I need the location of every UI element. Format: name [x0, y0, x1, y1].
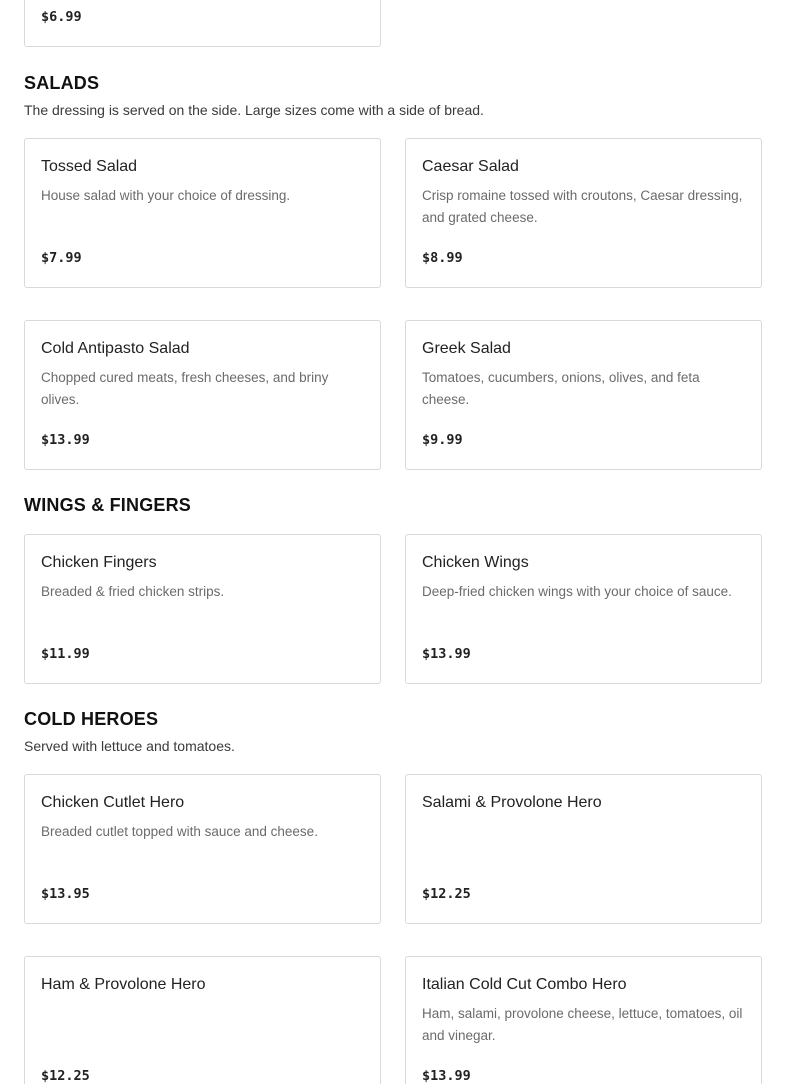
menu-item-card[interactable]	[24, 534, 381, 684]
item-description: Breaded cutlet topped with sauce and cheese.	[41, 824, 318, 839]
menu-item-card[interactable]	[24, 0, 381, 47]
item-price: $12.25	[41, 1068, 90, 1084]
item-description: Chopped cured meats, fresh cheeses, and briny olives.	[41, 370, 329, 407]
menu-item-card[interactable]	[24, 956, 381, 1084]
item-description: Breaded & fried chicken strips.	[41, 584, 225, 599]
menu-item-card[interactable]	[24, 320, 381, 470]
item-name: Chicken Fingers	[41, 554, 157, 571]
item-description: Tomatoes, cucumbers, onions, olives, and feta cheese.	[422, 370, 700, 407]
item-price: $9.99	[422, 432, 463, 448]
item-description: Deep-fried chicken wings with your choice of sauce.	[422, 584, 732, 599]
item-name: Ham & Provolone Hero	[41, 976, 206, 993]
item-name: Chicken Wings	[422, 554, 529, 571]
section-title-salads: SALADS	[24, 73, 100, 93]
item-name: Caesar Salad	[422, 158, 519, 175]
item-name: Cold Antipasto Salad	[41, 340, 190, 357]
menu-item-card[interactable]	[405, 956, 762, 1084]
section-title-cold-heroes: COLD HEROES	[24, 709, 159, 729]
item-name: Italian Cold Cut Combo Hero	[422, 976, 627, 993]
item-price: $13.95	[41, 886, 90, 902]
menu-item-card[interactable]	[24, 774, 381, 924]
item-description: Ham, salami, provolone cheese, lettuce, tomatoes, oil and vinegar.	[422, 1006, 743, 1043]
section-description-cold-heroes: Served with lettuce and tomatoes.	[24, 738, 235, 754]
item-description: House salad with your choice of dressing.	[41, 188, 291, 203]
item-price: $8.99	[422, 250, 463, 266]
item-price: $11.99	[41, 646, 90, 662]
item-price: $13.99	[422, 1068, 471, 1084]
item-name: Greek Salad	[422, 340, 511, 357]
item-name: Chicken Cutlet Hero	[41, 794, 185, 811]
section-description-salads: The dressing is served on the side. Large sizes come with a side of bread.	[24, 102, 484, 118]
item-price: $12.25	[422, 886, 471, 902]
menu-item-card[interactable]	[24, 138, 381, 288]
item-price: $7.99	[41, 250, 82, 266]
menu-item-card[interactable]	[405, 138, 762, 288]
item-price: $13.99	[41, 432, 90, 448]
item-name: Tossed Salad	[41, 158, 138, 175]
item-description: Crisp romaine tossed with croutons, Caesar dressing, and grated cheese.	[422, 188, 743, 225]
section-title-wings: WINGS & FINGERS	[24, 495, 192, 515]
item-price: $6.99	[41, 9, 82, 25]
item-name: Salami & Provolone Hero	[422, 794, 602, 811]
menu-item-card[interactable]	[405, 320, 762, 470]
item-price: $13.99	[422, 646, 471, 662]
menu-item-card[interactable]	[405, 774, 762, 924]
menu-item-card[interactable]	[405, 534, 762, 684]
